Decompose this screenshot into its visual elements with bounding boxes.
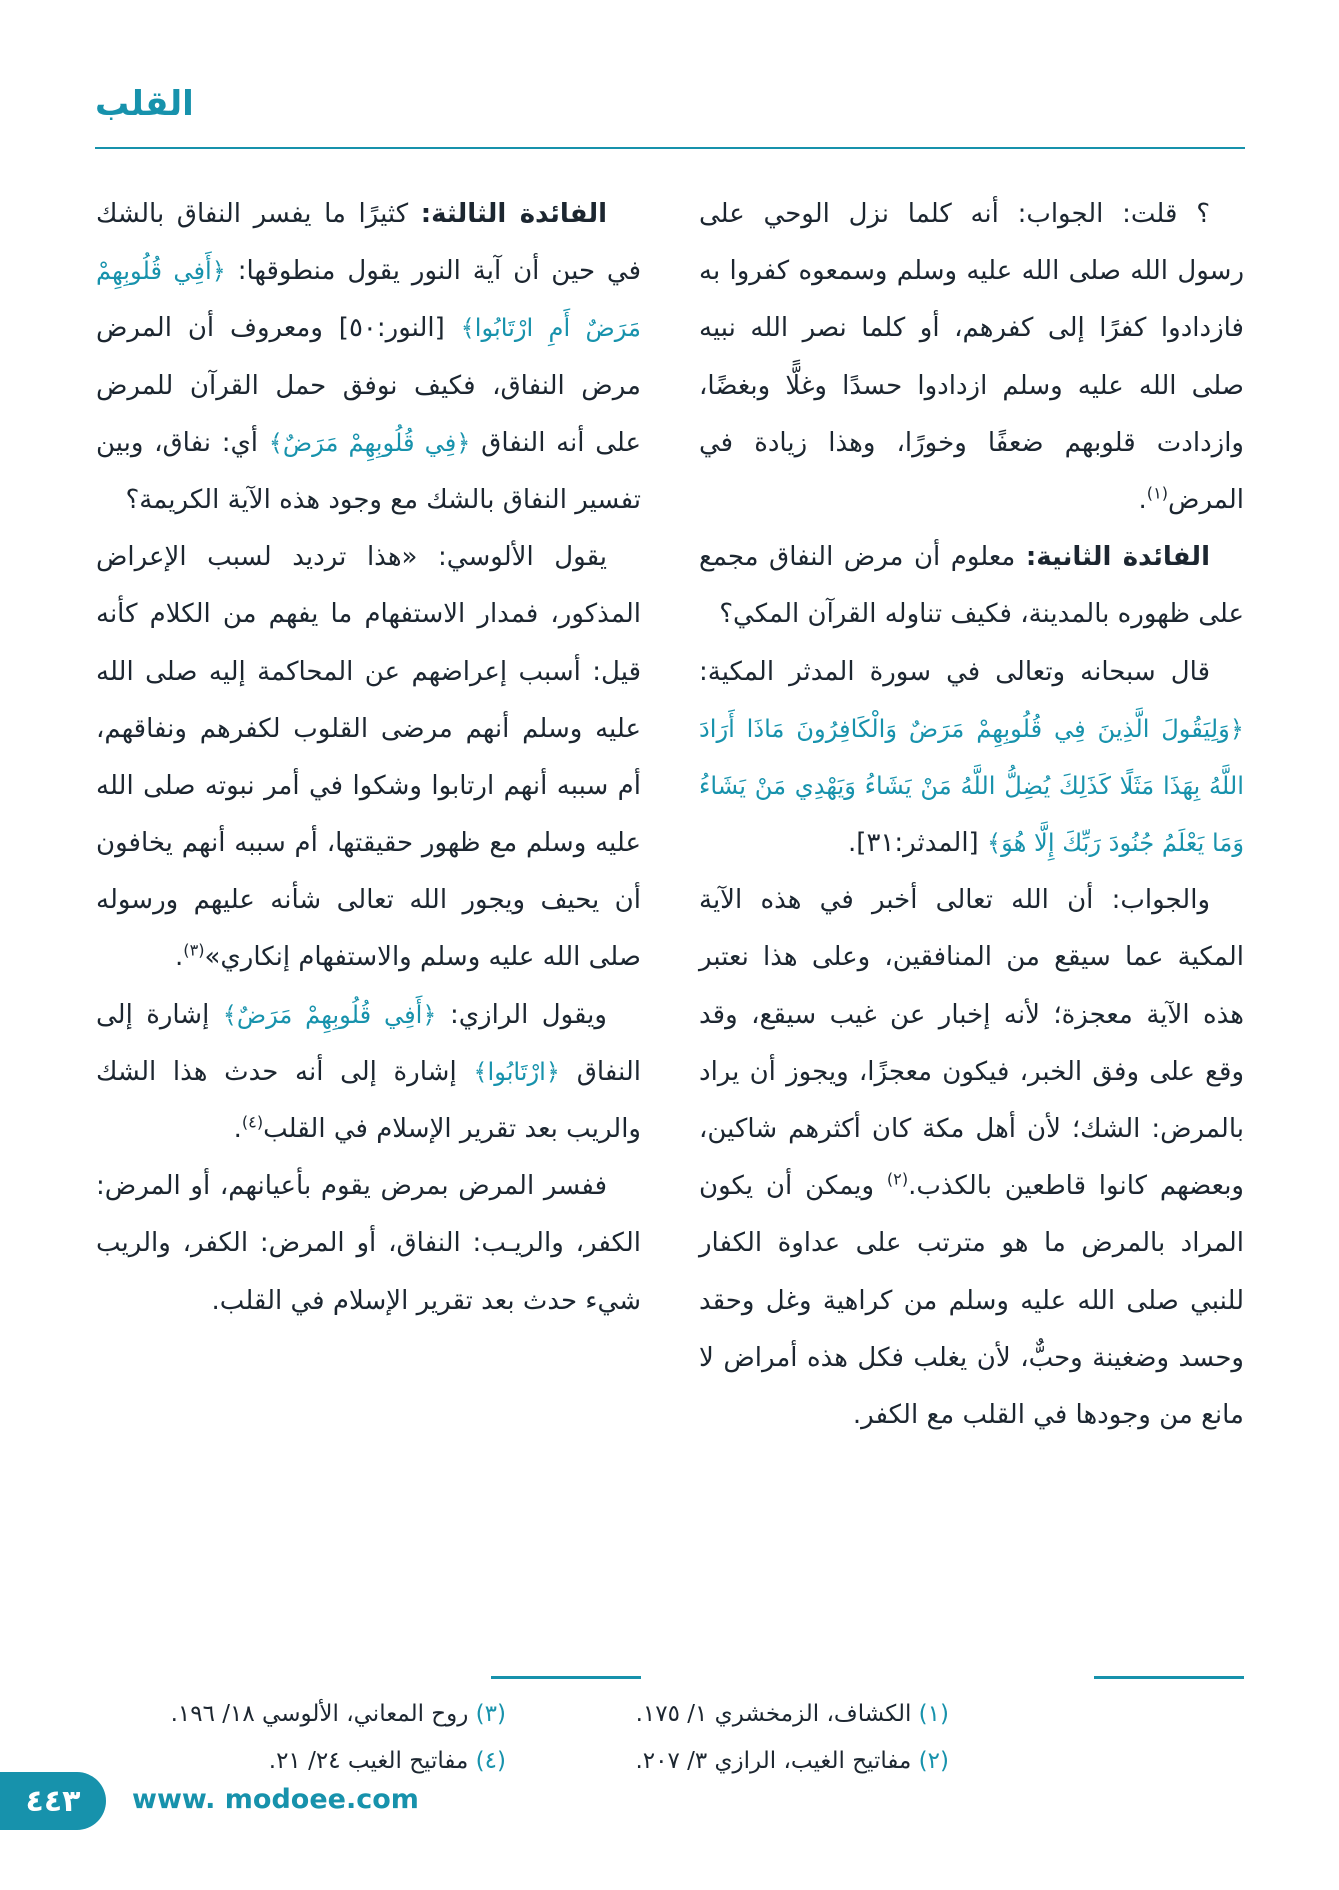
paragraph xyxy=(96,987,641,1159)
footnote-text: روح المعاني، الألوسي ١٨/ ١٩٦. xyxy=(170,1701,476,1727)
website-text: www. modoee.com xyxy=(132,1784,419,1815)
footnote-separator xyxy=(1094,1676,1244,1679)
quran-verse: ﴿أَفِي قُلُوبِهِمْ مَرَضٌ﴾ xyxy=(222,1000,437,1029)
footnotes-left xyxy=(96,1676,641,1785)
text-segment: إشارة إلى أنه حدث هذا الشك والريب بعد تقرير الإسلام في القلب xyxy=(96,1056,641,1144)
quran-verse: ﴿وَلِيَقُولَ الَّذِينَ فِي قُلُوبِهِمْ مَرَضٌ وَالْكَافِرُونَ مَاذَا أَرَادَ اللَّهُ بِهَذَا مَثَلًا كَذَلِكَ يُضِلُّ اللَّهُ مَنْ يَشَاءُ وَيَهْدِي مَنْ يَشَاءُ وَمَا يَعْلَمُ جُنُودَ رَبِّكَ إِلَّا هُوَ﴾ xyxy=(699,714,1244,858)
footnote-separator xyxy=(491,1676,641,1679)
footnote-marker: (٣) xyxy=(183,940,205,960)
text-segment: إشارة إلى النفاق xyxy=(96,999,641,1087)
text-segment: . xyxy=(175,942,184,973)
text-segment: . xyxy=(1138,484,1147,515)
header-divider xyxy=(95,147,1245,149)
footnote xyxy=(635,1738,1244,1785)
paragraph xyxy=(699,872,1244,1444)
footnote xyxy=(635,1691,1244,1738)
text-segment: ويقول الرازي: xyxy=(436,999,607,1030)
footnote-number: (٣) xyxy=(475,1701,506,1727)
text-segment: . xyxy=(233,1114,242,1144)
text-segment: [النور:٥٠] ومعروف أن المرض مرض النفاق، فكيف نوفق حمل القرآن للمرض على أنه النفاق xyxy=(96,313,641,458)
column-right xyxy=(699,186,1244,1444)
text-segment: الفائدة الثالثة: xyxy=(420,199,607,229)
paragraph xyxy=(96,529,641,987)
footnote-text: الكشاف، الزمخشري ١/ ١٧٥. xyxy=(635,1701,919,1727)
footnote-number: (٤) xyxy=(475,1748,506,1775)
text-segment: الفائدة الثانية: xyxy=(1025,542,1210,573)
paragraph xyxy=(699,529,1244,643)
page-title: القلب xyxy=(95,84,194,124)
text-segment: كثيرًا ما يفسر النفاق بالشك في حين أن آية النور يقول منطوقها: xyxy=(96,199,642,287)
text-segment: قال سبحانه وتعالى في سورة المدثر المكية: xyxy=(699,656,1210,687)
text-segment: [المدثر:٣١]. xyxy=(848,828,987,859)
paragraph xyxy=(699,186,1244,529)
footnote xyxy=(96,1691,641,1738)
footnote-number: (٢) xyxy=(918,1748,949,1775)
body-columns xyxy=(95,186,1244,1444)
text-segment: أي: نفاق، وبين تفسير النفاق بالشك مع وجود هذه الآية الكريمة؟ xyxy=(96,427,641,515)
text-segment: ويمكن أن يكون المراد بالمرض ما هو مترتب على عداوة الكفار للنبي صلى الله عليه وسلم من كراهية وغل وحقد وحسد وضغينة وحبٌّ، لأن يغلب فكل هذه أمراض لا مانع من وجودها في القلب مع الكفر. xyxy=(699,1171,1244,1430)
footnote xyxy=(96,1738,641,1785)
text-segment: يقول الألوسي: «هذا ترديد لسبب الإعراض المذكور، فمدار الاستفهام ما يفهم من الكلام كأنه قيل: أسبب إعراضهم عن المحاكمة إليه صلى الله عليه وسلم أنهم مرضى القلوب لكفرهم ونفاقهم، أم سببه أنهم ارتابوا وشكوا في أمر نبوته صلى الله عليه وسلم مع ظهور حقيقتها، أم سببه أنهم يخافون أن يحيف ويجور الله تعالى شأنه عليهم ورسوله صلى الله عليه وسلم والاستفهام إنكاري» xyxy=(96,542,641,973)
text-segment: معلوم أن مرض النفاق مجمع على ظهوره بالمدينة، فكيف تناوله القرآن المكي؟ xyxy=(699,542,1244,630)
quran-verse: ﴿ارْتَابُوا﴾ xyxy=(473,1057,561,1086)
text-segment: ؟ قلت: الجواب: أنه كلما نزل الوحي على رسول الله صلى الله عليه وسلم وسمعوه كفروا به فازدادوا كفرًا إلى كفرهم، أو كلما نصر الله نبيه صلى الله عليه وسلم ازدادوا حسدًا وغلًّا وبغضًا، وازدادت قلوبهم ضعفًا وخورًا، وهذا زيادة في المرض xyxy=(699,199,1244,515)
footnote-number: (١) xyxy=(918,1701,949,1727)
quran-verse: ﴿أَفِي قُلُوبِهِمْ مَرَضٌ أَمِ ارْتَابُوا﴾ xyxy=(96,257,641,343)
text-segment: والجواب: أن الله تعالى أخبر في هذه الآية المكية عما سيقع من المنافقين، وعلى هذا نعتبر هذه الآية معجزة؛ لأنه إخبار عن غيب سيقع، وقد وقع على وفق الخبر، فيكون معجزًا، ويجوز أن يراد بالمرض: الشك؛ لأن أهل مكة كان أكثرهم شاكين، وبعضهم كانوا قاطعين بالكذب. xyxy=(699,885,1244,1202)
footnotes-right xyxy=(635,1676,1244,1785)
footnotes xyxy=(95,1676,1244,1785)
column-left xyxy=(96,186,641,1330)
text-segment: ففسر المرض بمرض يقوم بأعيانهم، أو المرض: الكفر، والريـب: النفاق، أو المرض: الكفر، والريب شيء حدث بعد تقرير الإسلام في القلب. xyxy=(96,1171,641,1316)
footnote-text: مفاتيح الغيب، الرازي ٣/ ٢٠٧. xyxy=(635,1748,919,1775)
footnote-marker: (٤) xyxy=(241,1112,264,1132)
page-number-badge: ٤٤٣ xyxy=(0,1772,106,1830)
quran-verse: ﴿فِي قُلُوبِهِمْ مَرَضٌ﴾ xyxy=(268,428,471,457)
paragraph xyxy=(96,186,641,529)
footnote-marker: (١) xyxy=(1146,483,1169,503)
footnote-text: مفاتيح الغيب ٢٤/ ٢١. xyxy=(268,1748,476,1775)
paragraph xyxy=(96,1158,641,1330)
footnote-marker: (٢) xyxy=(886,1169,909,1189)
paragraph xyxy=(699,644,1244,873)
